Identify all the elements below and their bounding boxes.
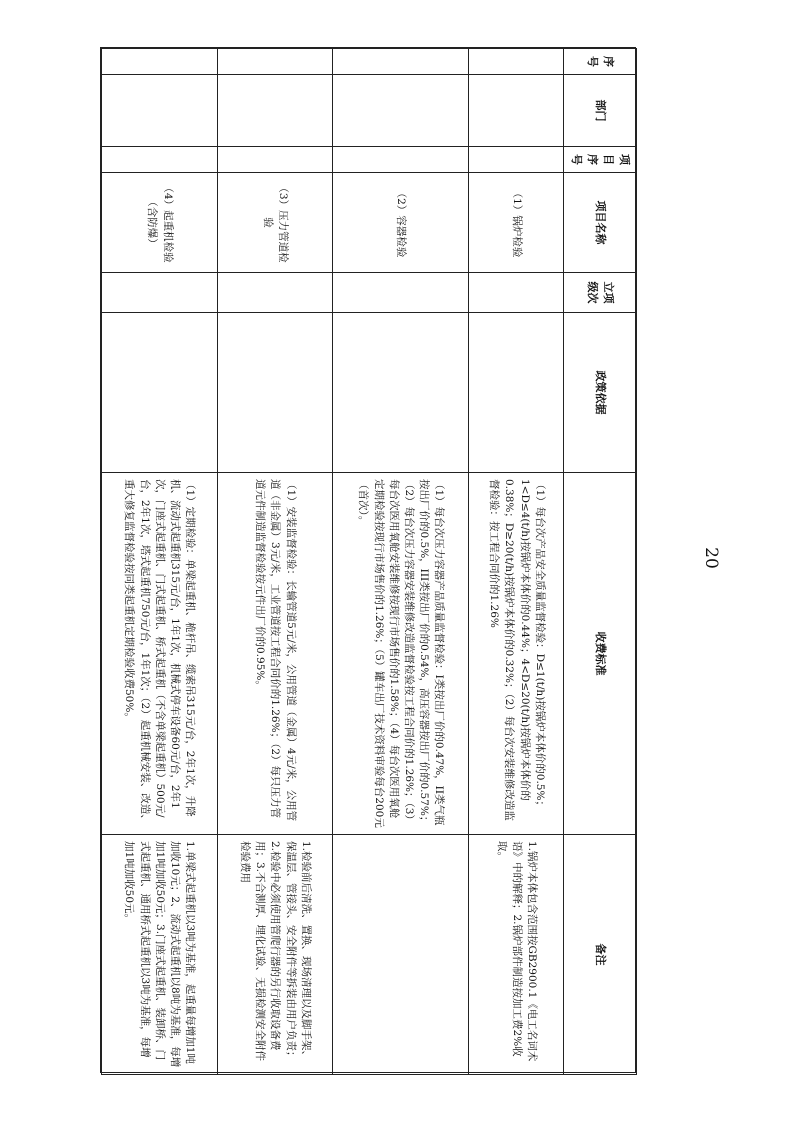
- basis-cell: [469, 313, 564, 473]
- name-cell: （2）容器检验: [333, 173, 469, 273]
- table-row: [217, 49, 333, 1075]
- basis-cell: [333, 313, 469, 473]
- table-row: [469, 49, 564, 1075]
- standard-cell: （1）每台次压力容器产品质量监督检验：I类按出厂价的0.47%，II类气瓶按出厂价的0.5%，III类按出厂价的0.54%，高压容器按出厂价的0.57%；（2）每台次压力容器安装维修改造监督检验按工程合同价的1.26%；（3）每台次医用氧舱安装维修按现行市场售价的1.58%；（4）每台次医用氧舱定期检验按现行市场售价的1.26%；（5）罐车出厂技术资料审验每台200元（首次）。: [333, 473, 469, 835]
- name-cell: （4）起重机检验（含防爆）: [102, 173, 218, 273]
- note-cell: [333, 835, 469, 1075]
- dept-cell: [102, 75, 218, 147]
- seq-cell: [217, 49, 333, 75]
- item-seq-cell: [102, 147, 218, 173]
- header-dept: 部门: [564, 75, 637, 147]
- item-seq-cell: [333, 147, 469, 173]
- header-standard: 收费标准: [564, 473, 637, 835]
- table-header-row: [564, 49, 637, 1075]
- header-seq: 序号: [564, 49, 637, 75]
- standard-cell: （1）安装监督检验：长输管道5元/米，公用管道（金属）4元/米，公用管道（非金属）3元/米，工业管道按工程合同价的1.26%；（2）每只压力管道元件制造监督检验按元件出厂价的0.95%。: [217, 473, 333, 835]
- basis-cell: [217, 313, 333, 473]
- seq-cell: [333, 49, 469, 75]
- note-cell: 1.检验前后清洗、置换、现场清理以及脚手架、保温层、管接头、安全附件等拆装由用户负责；2.检验中必须使用管爬行器的另行收取设备费用；3.不合测厚、埋化试验、无损检测安全附件检验费用: [217, 835, 333, 1075]
- header-item-seq: 项目序号: [564, 147, 637, 173]
- name-cell: （1）锅炉检验: [469, 173, 564, 273]
- header-note: 备注: [564, 835, 637, 1075]
- name-cell: （3）压力管道检验: [217, 173, 333, 273]
- header-level: 立项级次: [564, 273, 637, 313]
- dept-cell: [217, 75, 333, 147]
- seq-cell: [102, 49, 218, 75]
- fee-standard-table: [101, 48, 637, 1075]
- level-cell: [469, 273, 564, 313]
- header-name: 项目名称: [564, 173, 637, 273]
- item-seq-cell: [217, 147, 333, 173]
- level-cell: [102, 273, 218, 313]
- header-basis: 政策依据: [564, 313, 637, 473]
- dept-cell: [333, 75, 469, 147]
- seq-cell: [469, 49, 564, 75]
- standard-cell: （1）定期检验：单梁起重机、桅杆吊、缆索吊315元/台，2年1次，升降机、流动式起重机315元/台，1年1次，机械式停车设备60元/台，2年1次，门座式起重机、门式起重机、桥式起重机（不含单梁起重机）500元/台，2年1次，塔式起重机750元/台，1年1次；（2）起重机械安装、改造、重大修复监督检验按同类起重机定期检验收费50%。: [102, 473, 218, 835]
- rotated-page-content: [101, 48, 637, 1074]
- table-row: [102, 49, 218, 1075]
- rotated-table-frame: [100, 47, 636, 1073]
- item-seq-cell: [469, 147, 564, 173]
- table-row: [333, 49, 469, 1075]
- dept-cell: [469, 75, 564, 147]
- note-cell: 1.单梁式起重机以3吨为基准，起重量每增加1吨加收10元；2、流动式起重机以8吨为基准，每增加1吨加收50元；3.门座式起重机、装卸桥、门式起重机、通用桥式起重机以3吨为基准，每增加1吨加收50元。: [102, 835, 218, 1075]
- basis-cell: [102, 313, 218, 473]
- level-cell: [333, 273, 469, 313]
- page-number: 20: [700, 547, 721, 569]
- note-cell: 1.锅炉本体包含范围按GB2900.1《电工名词术语》中的解释；2.锅炉部件制造按加工费2%收取。: [469, 835, 564, 1075]
- standard-cell: （1）每台次产品安全质量监督检验：D≤1(t/h)按锅炉本体价的0.5%；1<D≤4(t/h)按锅炉本体价的0.44%；4<D≤20(t/h)按锅炉本体价的0.38%；D≥20(t/h)按锅炉本体价的0.32%；（2）每台次安装维修改造监督检验：按工程合同价的1.26%: [469, 473, 564, 835]
- level-cell: [217, 273, 333, 313]
